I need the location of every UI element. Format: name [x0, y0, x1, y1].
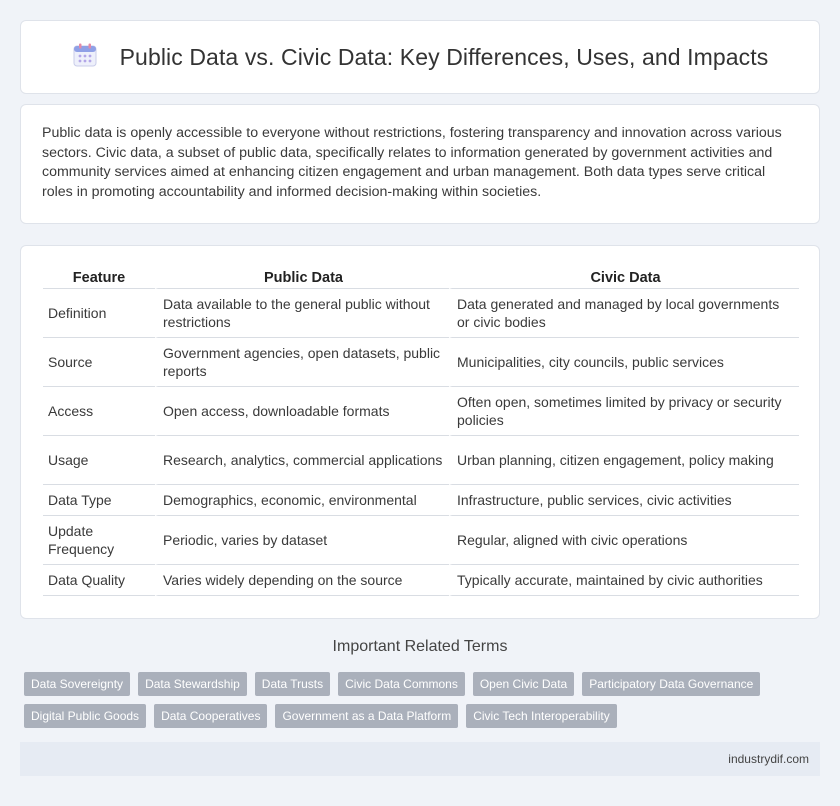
feature-cell: Access [43, 387, 155, 436]
tag-participatory-data-governance[interactable]: Participatory Data Governance [582, 672, 760, 696]
feature-cell: Data Quality [43, 565, 155, 596]
footer [20, 742, 820, 776]
table-header-row [43, 264, 799, 289]
feature-cell: Usage [43, 436, 155, 485]
public-data-cell: Open access, downloadable formats [155, 387, 449, 436]
calendar-icon [72, 42, 98, 73]
table-row [43, 338, 799, 387]
tag-row [24, 704, 814, 728]
intro-card [20, 104, 820, 224]
header-card [20, 20, 820, 94]
table-row [43, 436, 799, 485]
public-data-cell: Data available to the general public without restrictions [155, 289, 449, 338]
comparison-table [43, 264, 799, 596]
public-data-cell: Government agencies, open datasets, public reports [155, 338, 449, 387]
header-civic-data: Civic Data [449, 264, 799, 289]
table-row [43, 565, 799, 596]
header-feature: Feature [43, 264, 155, 289]
tag-row [24, 672, 814, 696]
tag-data-sovereignty[interactable]: Data Sovereignty [24, 672, 130, 696]
intro-paragraph: Public data is openly accessible to everyone without restrictions, fostering transparency and innovation across various sectors. Civic data, a subset of public data, specifically relates to information generated by government activities and community services aimed at enhancing citizen engagement and urban management. Both data types serve critical roles in promoting accountability and informed decision-making within societies. [42, 125, 782, 200]
tag-government-as-a-data-platform[interactable]: Government as a Data Platform [275, 704, 458, 728]
table-row [43, 485, 799, 516]
feature-cell: Definition [43, 289, 155, 338]
table-row [43, 516, 799, 565]
feature-cell: Update Frequency [43, 516, 155, 565]
feature-cell: Data Type [43, 485, 155, 516]
table-row [43, 289, 799, 338]
tag-data-cooperatives[interactable]: Data Cooperatives [154, 704, 267, 728]
tag-digital-public-goods[interactable]: Digital Public Goods [24, 704, 146, 728]
civic-data-cell: Data generated and managed by local governments or civic bodies [449, 289, 799, 338]
tag-civic-tech-interoperability[interactable]: Civic Tech Interoperability [466, 704, 617, 728]
public-data-cell: Periodic, varies by dataset [155, 516, 449, 565]
tag-data-stewardship[interactable]: Data Stewardship [138, 672, 247, 696]
related-terms-title: Important Related Terms [332, 638, 508, 655]
comparison-table-card [20, 245, 820, 619]
civic-data-cell: Often open, sometimes limited by privacy or security policies [449, 387, 799, 436]
table-row [43, 387, 799, 436]
civic-data-cell: Infrastructure, public services, civic activities [449, 485, 799, 516]
public-data-cell: Demographics, economic, environmental [155, 485, 449, 516]
civic-data-cell: Urban planning, citizen engagement, policy making [449, 436, 799, 485]
civic-data-cell: Regular, aligned with civic operations [449, 516, 799, 565]
feature-cell: Source [43, 338, 155, 387]
related-terms-tags [24, 672, 814, 736]
civic-data-cell: Typically accurate, maintained by civic authorities [449, 565, 799, 596]
tag-open-civic-data[interactable]: Open Civic Data [473, 672, 574, 696]
public-data-cell: Research, analytics, commercial applications [155, 436, 449, 485]
header-public-data: Public Data [155, 264, 449, 289]
page-title: Public Data vs. Civic Data: Key Differences, Uses, and Impacts [119, 43, 769, 70]
footer-site-link[interactable]: industrydif.com [728, 752, 809, 766]
tag-civic-data-commons[interactable]: Civic Data Commons [338, 672, 465, 696]
public-data-cell: Varies widely depending on the source [155, 565, 449, 596]
tag-data-trusts[interactable]: Data Trusts [255, 672, 330, 696]
civic-data-cell: Municipalities, city councils, public services [449, 338, 799, 387]
